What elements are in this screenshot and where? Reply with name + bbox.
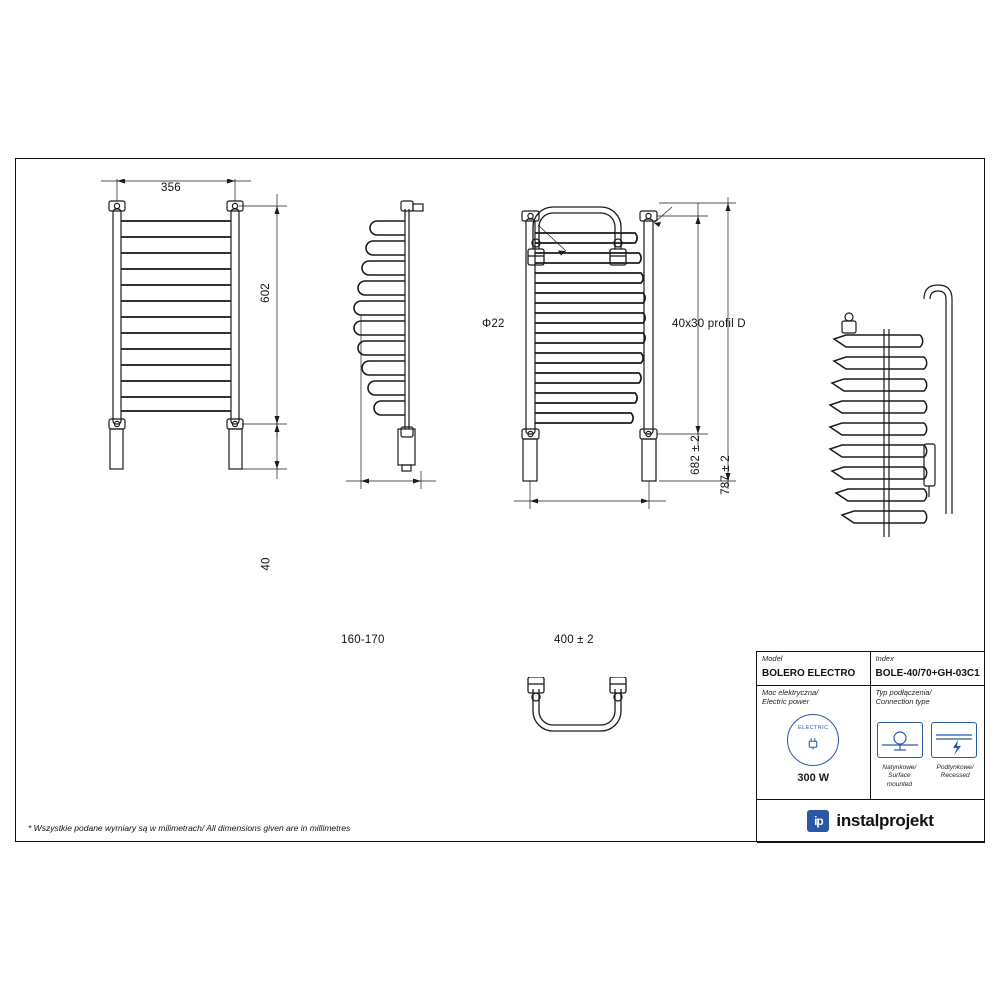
- dim-front-width: 356: [161, 182, 181, 194]
- spec-power-label-pl: Moc elektryczna/: [762, 688, 819, 697]
- spec-power-label-en: Electric power: [762, 696, 810, 706]
- spec-index-cell: [871, 652, 986, 686]
- surface-mounted-caption-en: Surface mounted: [886, 772, 913, 788]
- surface-mounted-caption-pl: Natynkowe/: [882, 764, 917, 772]
- spec-model-value: BOLERO ELECTRO: [762, 667, 856, 679]
- surface-mounted-caption: [876, 764, 924, 788]
- spec-index-value: BOLE-40/70+GH-03C1: [875, 667, 980, 679]
- plug-icon: [806, 736, 821, 751]
- units-footnote: * Wszystkie podane wymiary są w milimetrach/ All dimensions given are in millimetres: [28, 823, 351, 833]
- electric-badge-icon: [787, 714, 839, 766]
- side-view-drawing: [326, 179, 446, 649]
- dim-profile: 40x30 profil D: [672, 318, 746, 330]
- dim-front-bottom: 40: [260, 557, 273, 571]
- dim-front-height: 602: [259, 283, 272, 303]
- spec-power-cell: [757, 686, 871, 800]
- dim-tube-diameter: Φ22: [482, 318, 505, 330]
- brand-name: instalprojekt: [836, 811, 934, 830]
- dim-side-depth: 160-170: [341, 634, 385, 646]
- spec-table: [756, 651, 985, 842]
- instalprojekt-logo-icon: ip: [807, 810, 829, 832]
- brand-cell: [757, 800, 985, 843]
- surface-mounted-icon: [877, 722, 923, 758]
- spec-model-cell: [757, 652, 871, 686]
- spec-index-label: Index: [875, 654, 894, 663]
- front-view-drawing: [91, 179, 321, 639]
- spec-power-value: 300 W: [797, 772, 830, 785]
- spec-model-label: Model: [762, 654, 783, 663]
- drawing-sheet: [15, 158, 985, 842]
- electric-badge-label: ELECTRIC: [798, 725, 829, 732]
- spec-connection-label-pl: Typ podłączenia/: [875, 688, 932, 697]
- recessed-icon: [931, 722, 977, 758]
- spec-connection-cell: [871, 686, 986, 800]
- spec-connection-label-en: Connection type: [875, 696, 930, 706]
- top-bracket-detail: [511, 194, 661, 274]
- dim-total-width: 400 ± 2: [554, 634, 594, 646]
- recessed-caption-pl: Podtynkowe/: [936, 764, 974, 772]
- recessed-caption: [931, 764, 979, 788]
- bottom-bracket-detail: [511, 677, 661, 757]
- dim-total-height: 787 ± 2: [719, 455, 732, 495]
- dim-body-height: 682 ± 2: [689, 435, 702, 475]
- recessed-caption-en: Recessed: [940, 772, 970, 780]
- isometric-view-drawing: [806, 269, 976, 649]
